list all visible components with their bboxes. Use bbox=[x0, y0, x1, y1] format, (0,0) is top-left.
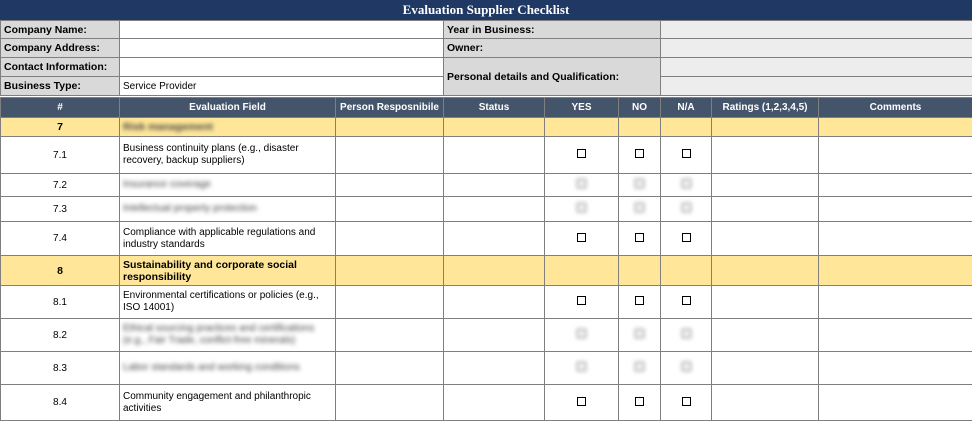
yes-checkbox[interactable] bbox=[577, 397, 586, 406]
comments-cell[interactable] bbox=[819, 352, 972, 385]
evaluation-field: Business continuity plans (e.g., disaster recovery, backup suppliers) bbox=[120, 137, 336, 174]
status-cell[interactable] bbox=[444, 286, 545, 319]
person-responsible-cell[interactable] bbox=[336, 286, 444, 319]
status-cell[interactable] bbox=[444, 385, 545, 421]
status-cell[interactable] bbox=[444, 137, 545, 174]
supplier-info-table bbox=[0, 20, 972, 96]
table-row bbox=[1, 352, 972, 385]
owner-label: Owner: bbox=[444, 39, 661, 58]
yes-checkbox[interactable] bbox=[577, 179, 586, 188]
evaluation-field: Ethical sourcing practices and certifications (e.g., Fair Trade, conflict-free minerals) bbox=[123, 323, 315, 346]
na-checkbox[interactable] bbox=[682, 179, 691, 188]
no-checkbox[interactable] bbox=[635, 179, 644, 188]
row-number: 8.1 bbox=[1, 286, 120, 319]
personal-details-value-1[interactable] bbox=[661, 58, 972, 77]
comments-cell[interactable] bbox=[819, 174, 972, 197]
section-title: Sustainability and corporate social responsibility bbox=[120, 256, 336, 286]
table-row bbox=[1, 137, 972, 174]
no-checkbox[interactable] bbox=[635, 296, 644, 305]
personal-details-label: Personal details and Qualification: bbox=[444, 58, 661, 96]
rating-cell[interactable] bbox=[712, 385, 819, 421]
table-row bbox=[1, 319, 972, 352]
row-number: 8.2 bbox=[1, 319, 120, 352]
section-row bbox=[1, 118, 972, 137]
rating-cell[interactable] bbox=[712, 286, 819, 319]
status-cell[interactable] bbox=[444, 222, 545, 256]
no-checkbox[interactable] bbox=[635, 233, 644, 242]
table-row bbox=[1, 286, 972, 319]
company-address-label: Company Address: bbox=[1, 39, 120, 58]
person-responsible-cell[interactable] bbox=[336, 197, 444, 222]
comments-cell[interactable] bbox=[819, 319, 972, 352]
row-number: 7.3 bbox=[1, 197, 120, 222]
checklist-table bbox=[0, 97, 972, 421]
table-row bbox=[1, 385, 972, 421]
no-checkbox[interactable] bbox=[635, 397, 644, 406]
section-title-text: Risk management bbox=[123, 121, 213, 133]
comments-cell[interactable] bbox=[819, 385, 972, 421]
col-header-no: NO bbox=[619, 98, 661, 118]
status-cell[interactable] bbox=[444, 174, 545, 197]
no-checkbox[interactable] bbox=[635, 329, 644, 338]
col-header-na: N/A bbox=[661, 98, 712, 118]
personal-details-value-2[interactable] bbox=[661, 77, 972, 96]
na-checkbox[interactable] bbox=[682, 296, 691, 305]
na-checkbox[interactable] bbox=[682, 329, 691, 338]
person-responsible-cell[interactable] bbox=[336, 352, 444, 385]
na-checkbox[interactable] bbox=[682, 203, 691, 212]
section-title bbox=[120, 118, 336, 137]
year-in-business-value[interactable] bbox=[661, 21, 972, 39]
no-checkbox[interactable] bbox=[635, 203, 644, 212]
person-responsible-cell[interactable] bbox=[336, 385, 444, 421]
row-number: 7.4 bbox=[1, 222, 120, 256]
contact-information-label: Contact Information: bbox=[1, 58, 120, 77]
row-number: 7.1 bbox=[1, 137, 120, 174]
comments-cell[interactable] bbox=[819, 286, 972, 319]
comments-cell[interactable] bbox=[819, 197, 972, 222]
col-header-status: Status bbox=[444, 98, 545, 118]
rating-cell[interactable] bbox=[712, 137, 819, 174]
evaluation-field: Insurance coverage bbox=[123, 179, 211, 190]
na-checkbox[interactable] bbox=[682, 149, 691, 158]
rating-cell[interactable] bbox=[712, 222, 819, 256]
col-header-yes: YES bbox=[545, 98, 619, 118]
evaluation-field: Intellectual property protection bbox=[123, 203, 257, 214]
checklist-header-row bbox=[1, 98, 972, 118]
col-header-person-responsible: Person Resposnibile bbox=[336, 98, 444, 118]
contact-information-value[interactable] bbox=[120, 58, 444, 77]
person-responsible-cell[interactable] bbox=[336, 137, 444, 174]
row-number: 7.2 bbox=[1, 174, 120, 197]
evaluation-field: Environmental certifications or policies (e.g., ISO 14001) bbox=[120, 286, 336, 319]
no-checkbox[interactable] bbox=[635, 149, 644, 158]
business-type-label: Business Type: bbox=[1, 77, 120, 96]
evaluation-field: Community engagement and philanthropic activities bbox=[120, 385, 336, 421]
company-name-value[interactable] bbox=[120, 21, 444, 39]
person-responsible-cell[interactable] bbox=[336, 319, 444, 352]
evaluation-field: Compliance with applicable regulations and industry standards bbox=[120, 222, 336, 256]
status-cell[interactable] bbox=[444, 319, 545, 352]
person-responsible-cell[interactable] bbox=[336, 222, 444, 256]
yes-checkbox[interactable] bbox=[577, 329, 586, 338]
status-cell[interactable] bbox=[444, 352, 545, 385]
yes-checkbox[interactable] bbox=[577, 296, 586, 305]
company-name-label: Company Name: bbox=[1, 21, 120, 39]
col-header-ratings: Ratings (1,2,3,4,5) bbox=[712, 98, 819, 118]
na-checkbox[interactable] bbox=[682, 397, 691, 406]
no-checkbox[interactable] bbox=[635, 362, 644, 371]
na-checkbox[interactable] bbox=[682, 233, 691, 242]
table-row bbox=[1, 197, 972, 222]
business-type-value[interactable]: Service Provider bbox=[120, 77, 444, 96]
owner-value[interactable] bbox=[661, 39, 972, 58]
rating-cell[interactable] bbox=[712, 319, 819, 352]
year-in-business-label: Year in Business: bbox=[444, 21, 661, 39]
row-number: 8.3 bbox=[1, 352, 120, 385]
col-header-number: # bbox=[1, 98, 120, 118]
yes-checkbox[interactable] bbox=[577, 203, 586, 212]
person-responsible-cell[interactable] bbox=[336, 174, 444, 197]
comments-cell[interactable] bbox=[819, 137, 972, 174]
section-number: 7 bbox=[1, 118, 120, 137]
rating-cell[interactable] bbox=[712, 174, 819, 197]
comments-cell[interactable] bbox=[819, 222, 972, 256]
na-checkbox[interactable] bbox=[682, 362, 691, 371]
yes-checkbox[interactable] bbox=[577, 233, 586, 242]
status-cell[interactable] bbox=[444, 197, 545, 222]
col-header-evaluation-field: Evaluation Field bbox=[120, 98, 336, 118]
section-number: 8 bbox=[1, 256, 120, 286]
col-header-comments: Comments bbox=[819, 98, 972, 118]
table-row bbox=[1, 174, 972, 197]
section-row bbox=[1, 256, 972, 286]
yes-checkbox[interactable] bbox=[577, 362, 586, 371]
rating-cell[interactable] bbox=[712, 197, 819, 222]
evaluation-field: Labor standards and working conditions bbox=[123, 362, 300, 373]
yes-checkbox[interactable] bbox=[577, 149, 586, 158]
row-number: 8.4 bbox=[1, 385, 120, 421]
table-row bbox=[1, 222, 972, 256]
sheet-title: Evaluation Supplier Checklist bbox=[0, 0, 972, 20]
rating-cell[interactable] bbox=[712, 352, 819, 385]
company-address-value[interactable] bbox=[120, 39, 444, 58]
